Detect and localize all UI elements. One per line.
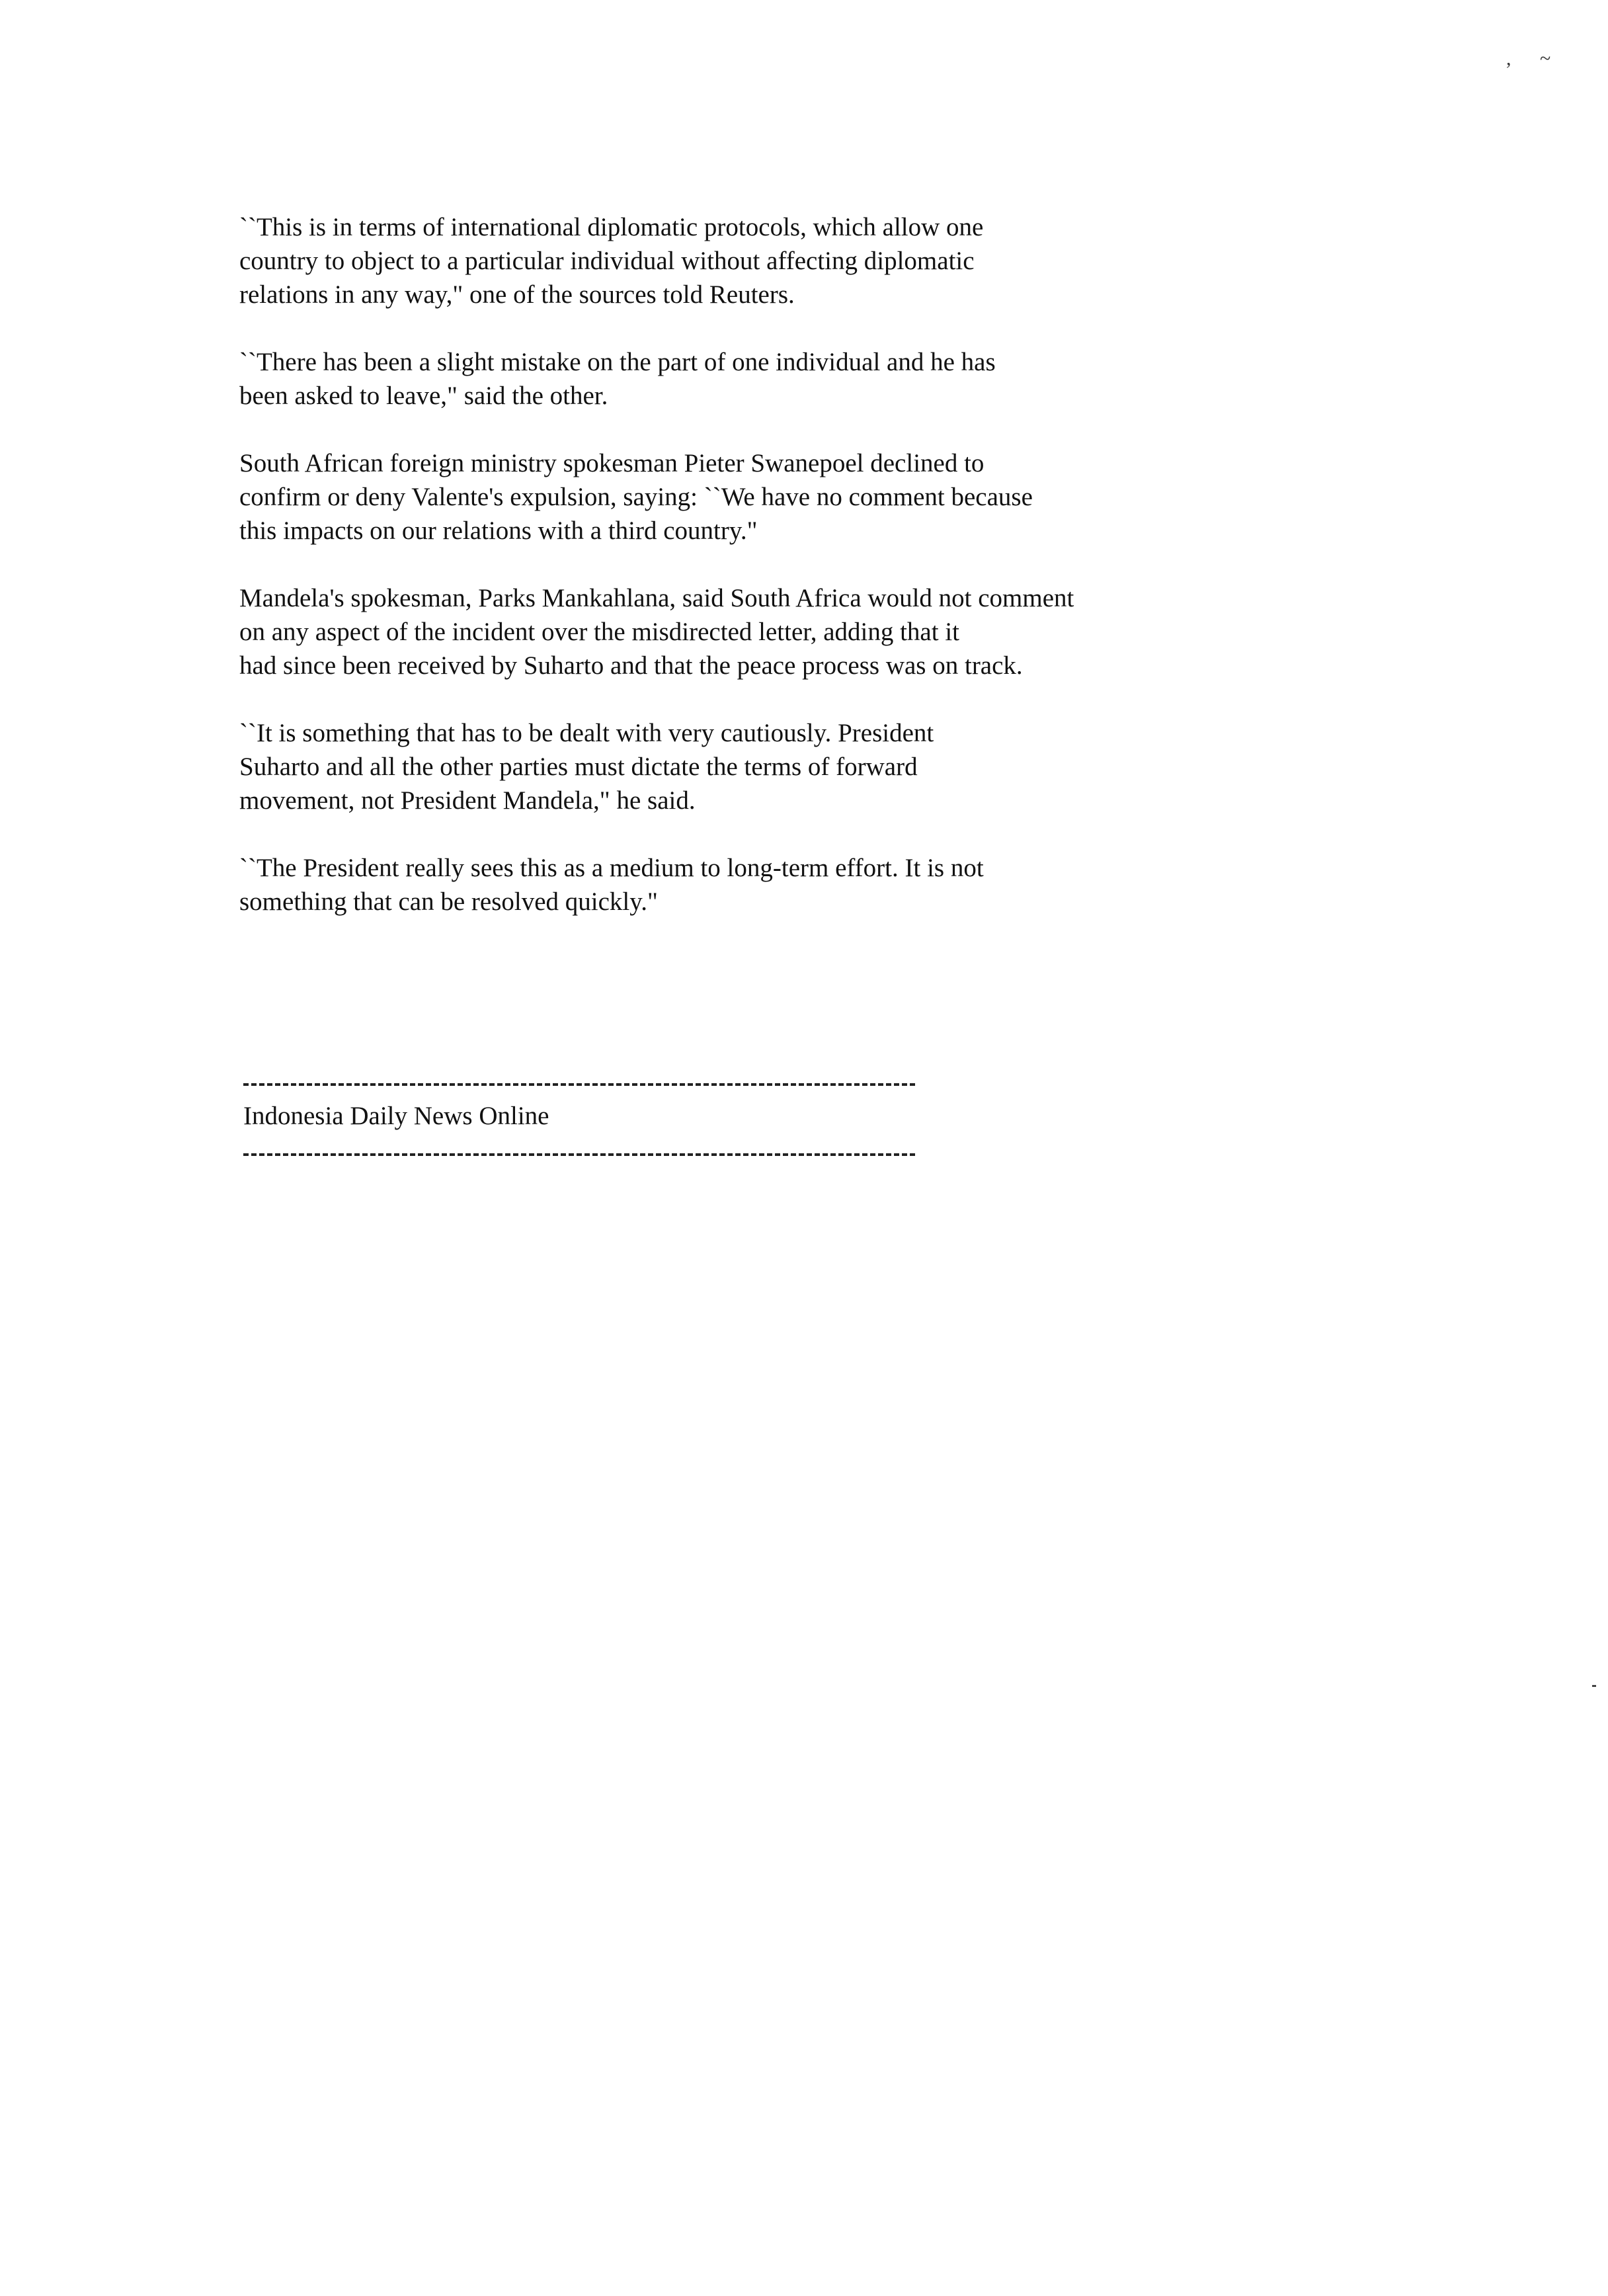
paragraph-line: ``The President really sees this as a medium to long-term effort. It is not <box>239 854 984 882</box>
paragraph-line: country to object to a particular individual without affecting diplomatic <box>239 247 975 275</box>
paragraph-line: Mandela's spokesman, Parks Mankahlana, said South Africa would not comment <box>239 584 1074 612</box>
paragraph-line: ``This is in terms of international diplomatic protocols, which allow one <box>239 213 984 241</box>
paragraph-6 <box>239 851 1231 919</box>
article-body <box>239 210 1231 952</box>
paragraph-line: movement, not President Mandela," he said. <box>239 786 696 815</box>
dashed-rule-top <box>243 1083 915 1086</box>
paragraph-line: Suharto and all the other parties must dictate the terms of forward <box>239 753 918 781</box>
scan-corner-marks: , ~ <box>1506 48 1563 69</box>
paragraph-1 <box>239 210 1231 311</box>
paragraph-line: had since been received by Suharto and that the peace process was on track. <box>239 651 1023 680</box>
paragraph-line: ``It is something that has to be dealt with very cautiously. President <box>239 719 934 747</box>
paragraph-4 <box>239 581 1231 682</box>
paragraph-line: something that can be resolved quickly." <box>239 887 658 916</box>
paragraph-line: confirm or deny Valente's expulsion, saying: ``We have no comment because <box>239 483 1033 511</box>
article-footer <box>243 1066 971 1167</box>
paragraph-line: South African foreign ministry spokesman Pieter Swanepoel declined to <box>239 449 985 477</box>
paragraph-2 <box>239 345 1231 413</box>
paragraph-line: relations in any way," one of the sources told Reuters. <box>239 280 795 309</box>
source-label: Indonesia Daily News Online <box>243 1102 549 1130</box>
scan-edge-mark <box>1592 1685 1596 1687</box>
paragraph-5 <box>239 716 1231 817</box>
paragraph-line: on any aspect of the incident over the misdirected letter, adding that it <box>239 618 959 646</box>
dashed-rule-bottom <box>243 1153 915 1156</box>
paragraph-3 <box>239 446 1231 548</box>
paragraph-line: this impacts on our relations with a third country." <box>239 516 758 545</box>
paragraph-line: ``There has been a slight mistake on the part of one individual and he has <box>239 348 996 376</box>
paragraph-line: been asked to leave," said the other. <box>239 382 608 410</box>
